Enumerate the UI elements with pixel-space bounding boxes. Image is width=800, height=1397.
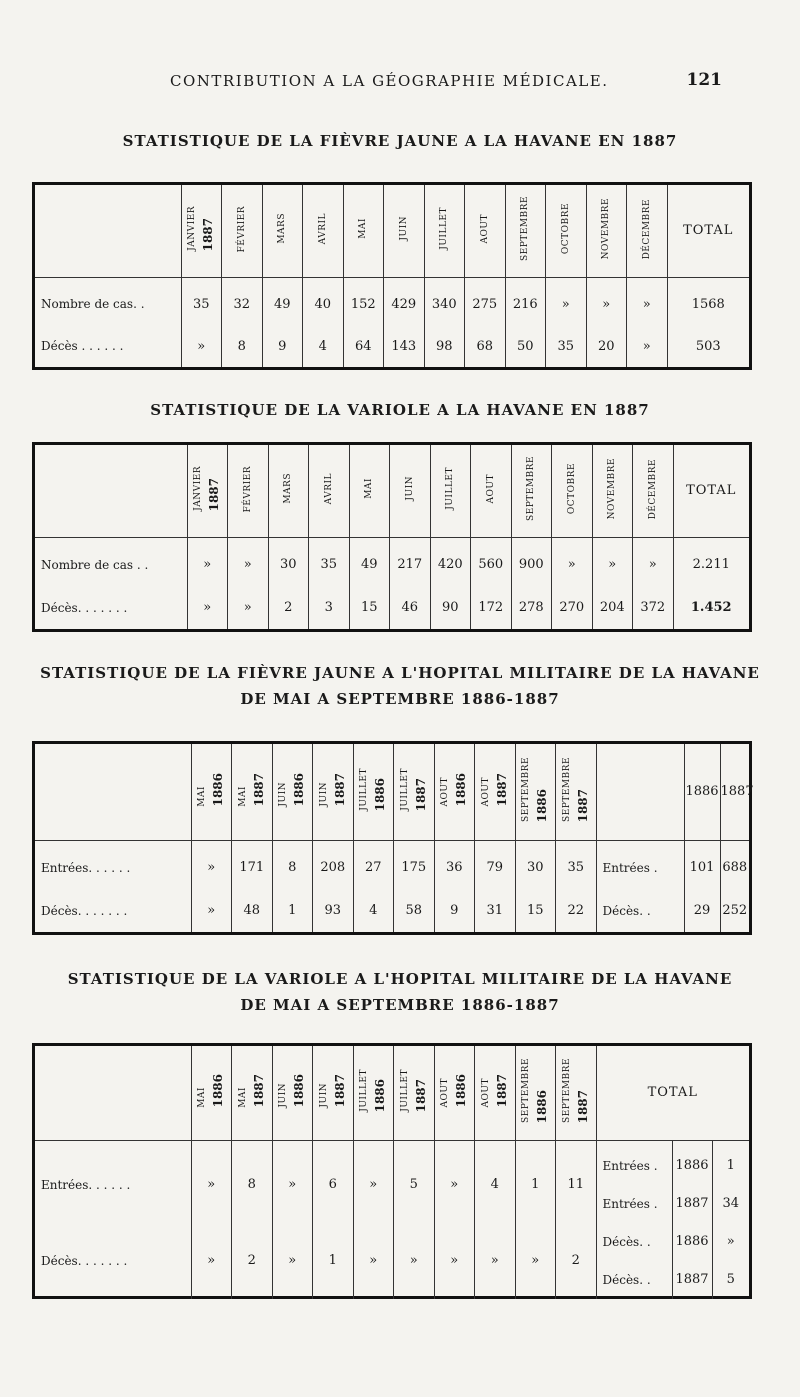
sum-label: Décès. . [596,889,684,932]
cell: 560 [471,544,512,587]
cell: 1 [515,1147,556,1223]
month-header: DÉCEMBRE [633,445,674,537]
cell: » [633,544,674,587]
cell: 900 [511,544,552,587]
month-year-header: AOUT 1886 [434,744,475,840]
table-smallpox-havana [32,442,752,632]
cell: 175 [394,847,435,890]
month-header: NOVEMBRE [586,185,627,277]
total-cell: 2.211 [673,544,749,587]
running-head [170,72,730,90]
cell: 2 [232,1223,273,1299]
cell: 8 [222,325,263,367]
cell: » [353,1223,394,1299]
sum-year-header: 1886 [684,744,720,840]
cell: » [552,544,593,587]
stub-header [35,1046,191,1140]
month-header: JANVIER 1887 [187,445,228,537]
cell: » [228,586,269,629]
cell: 270 [552,586,593,629]
month-header: NOVEMBRE [592,445,633,537]
month-year-header: JUILLET 1887 [394,1046,435,1140]
cell: 420 [430,544,471,587]
cell: 2 [268,586,309,629]
cell: 152 [343,284,384,326]
cell: 9 [434,889,475,932]
row-label: Entrées. . . . . . [41,1177,131,1192]
table3-title-line2: DE MAI A SEPTEMBRE 1886-1887 [240,690,560,708]
month-year-header: MAI 1887 [232,1046,273,1140]
cell: 93 [313,889,354,932]
month-header: JUIN [390,445,431,537]
cell: 98 [424,325,465,367]
cell: 22 [556,889,597,932]
cell: 32 [222,284,263,326]
total-header: TOTAL [596,1046,749,1140]
cell: 5 [394,1147,435,1223]
cell: » [181,325,222,367]
month-header: JUIN [384,185,425,277]
table-yellow-fever-havana [32,182,752,370]
total-year: 1886 [672,1147,712,1185]
cell: 208 [313,847,354,890]
sum-label: Entrées . [596,847,684,890]
total-cell: 1.452 [673,586,749,629]
table-row [35,1223,749,1261]
sum-cell: 29 [684,889,720,932]
running-title: CONTRIBUTION A LA GÉOGRAPHIE MÉDICALE. [170,72,609,90]
cell: 35 [181,284,222,326]
month-header: JUILLET [430,445,471,537]
table-row [35,847,749,890]
month-year-header: SEPTEMBRE 1887 [556,744,597,840]
cell: » [272,1147,313,1223]
cell: 275 [465,284,506,326]
cell: » [627,325,668,367]
cell: 49 [262,284,303,326]
cell: 40 [303,284,344,326]
stub-header [35,185,181,277]
sum-cell: 252 [720,889,749,932]
cell: » [191,847,232,890]
cell: » [434,1147,475,1223]
cell: 3 [309,586,350,629]
cell: » [627,284,668,326]
cell: 171 [232,847,273,890]
cell: 30 [268,544,309,587]
month-header: JANVIER 1887 [181,185,222,277]
cell: 15 [515,889,556,932]
sum-label-header [596,744,684,840]
cell: 35 [546,325,587,367]
table4-title-line2: DE MAI A SEPTEMBRE 1886-1887 [240,996,560,1014]
cell: 49 [349,544,390,587]
total-header: TOTAL [673,445,749,537]
month-year-header: JUILLET 1886 [353,744,394,840]
cell: » [191,1147,232,1223]
total-label: Décès. . [596,1261,672,1299]
cell: 8 [272,847,313,890]
cell: 35 [309,544,350,587]
cell: 1 [272,889,313,932]
row-label: Décès. . . . . . . [41,600,128,615]
month-year-header: SEPTEMBRE 1886 [515,744,556,840]
cell: 4 [353,889,394,932]
month-year-header: JUIN 1886 [272,744,313,840]
sum-year-header: 1887 [720,744,749,840]
cell: 20 [586,325,627,367]
cell: 46 [390,586,431,629]
row-label: Décès. . . . . . . [41,903,128,918]
cell: 64 [343,325,384,367]
total-label: Entrées . [596,1185,672,1223]
cell: 15 [349,586,390,629]
month-header: FÉVRIER [228,445,269,537]
cell: » [475,1223,516,1299]
cell: » [586,284,627,326]
cell: » [187,544,228,587]
table1-title: STATISTIQUE DE LA FIÈVRE JAUNE A LA HAVANE EN 1887 [122,132,678,150]
month-header: FÉVRIER [222,185,263,277]
cell: 35 [556,847,597,890]
cell: 8 [232,1147,273,1223]
month-year-header: MAI 1886 [191,1046,232,1140]
cell: 48 [232,889,273,932]
table-smallpox-military-hospital [32,1043,752,1299]
cell: 1 [313,1223,354,1299]
row-label: Entrées. . . . . . [41,860,131,875]
cell: 372 [633,586,674,629]
cell: 340 [424,284,465,326]
cell: 216 [505,284,546,326]
month-year-header: AOUT 1887 [475,1046,516,1140]
cell: 36 [434,847,475,890]
total-cell: 5 [712,1261,749,1299]
month-header: SEPTEMBRE [505,185,546,277]
total-year: 1887 [672,1185,712,1223]
table2-title: STATISTIQUE DE LA VARIOLE A LA HAVANE EN 1887 [150,401,650,419]
total-year: 1887 [672,1261,712,1299]
cell: » [187,586,228,629]
cell: » [515,1223,556,1299]
month-year-header: JUIN 1886 [272,1046,313,1140]
cell: » [228,544,269,587]
table-row [35,544,749,587]
cell: 6 [313,1147,354,1223]
total-cell: » [712,1223,749,1261]
month-year-header: JUILLET 1887 [394,744,435,840]
table3-title-line1: STATISTIQUE DE LA FIÈVRE JAUNE A L'HOPITAL MILITAIRE DE LA HAVANE [40,664,760,682]
table-row [35,586,749,629]
month-year-header: MAI 1886 [191,744,232,840]
month-year-header: JUIN 1887 [313,744,354,840]
row-label: Décès. . . . . . . [41,1253,128,1268]
month-header: MAI [349,445,390,537]
table-row [35,889,749,932]
cell: » [546,284,587,326]
row-label: Nombre de cas . . [41,557,149,572]
total-cell: 503 [667,325,749,367]
stub-header [35,445,187,537]
month-year-header: MAI 1887 [232,744,273,840]
table-row [35,1147,749,1185]
cell: 68 [465,325,506,367]
row-label: Décès . . . . . . [41,339,124,354]
month-header: MARS [262,185,303,277]
stub-header [35,744,191,840]
cell: 90 [430,586,471,629]
month-header: AOUT [465,185,506,277]
cell: 2 [556,1223,597,1299]
cell: 27 [353,847,394,890]
cell: 31 [475,889,516,932]
cell: 278 [511,586,552,629]
month-year-header: SEPTEMBRE 1887 [556,1046,597,1140]
month-header: MARS [268,445,309,537]
month-year-header: JUILLET 1886 [353,1046,394,1140]
cell: 50 [505,325,546,367]
total-cell: 1568 [667,284,749,326]
table-row [35,325,749,367]
cell: » [434,1223,475,1299]
month-header: AVRIL [303,185,344,277]
month-header: OCTOBRE [546,185,587,277]
cell: 11 [556,1147,597,1223]
month-header: OCTOBRE [552,445,593,537]
cell: » [353,1147,394,1223]
cell: 58 [394,889,435,932]
cell: 30 [515,847,556,890]
cell: » [272,1223,313,1299]
table-row [35,284,749,326]
cell: » [592,544,633,587]
table-yellow-fever-military-hospital [32,741,752,935]
page-number: 121 [686,70,722,90]
month-year-header: JUIN 1887 [313,1046,354,1140]
month-year-header: AOUT 1887 [475,744,516,840]
row-label: Nombre de cas. . [41,297,145,312]
month-header: MAI [343,185,384,277]
month-header: SEPTEMBRE [511,445,552,537]
month-year-header: SEPTEMBRE 1886 [515,1046,556,1140]
cell: » [191,1223,232,1299]
total-label: Décès. . [596,1223,672,1261]
cell: » [394,1223,435,1299]
month-year-header: AOUT 1886 [434,1046,475,1140]
table4-title-line1: STATISTIQUE DE LA VARIOLE A L'HOPITAL MILITAIRE DE LA HAVANE [67,970,733,988]
cell: 9 [262,325,303,367]
cell: 4 [475,1147,516,1223]
cell: » [191,889,232,932]
sum-cell: 688 [720,847,749,890]
cell: 143 [384,325,425,367]
month-header: AOUT [471,445,512,537]
month-header: DÉCEMBRE [627,185,668,277]
total-cell: 1 [712,1147,749,1185]
total-header: TOTAL [667,185,749,277]
table4-title [30,966,770,1018]
total-cell: 34 [712,1185,749,1223]
month-header: AVRIL [309,445,350,537]
cell: 204 [592,586,633,629]
table3-title [30,660,770,712]
cell: 4 [303,325,344,367]
cell: 79 [475,847,516,890]
cell: 217 [390,544,431,587]
month-header: JUILLET [424,185,465,277]
cell: 172 [471,586,512,629]
sum-cell: 101 [684,847,720,890]
cell: 429 [384,284,425,326]
total-year: 1886 [672,1223,712,1261]
total-label: Entrées . [596,1147,672,1185]
